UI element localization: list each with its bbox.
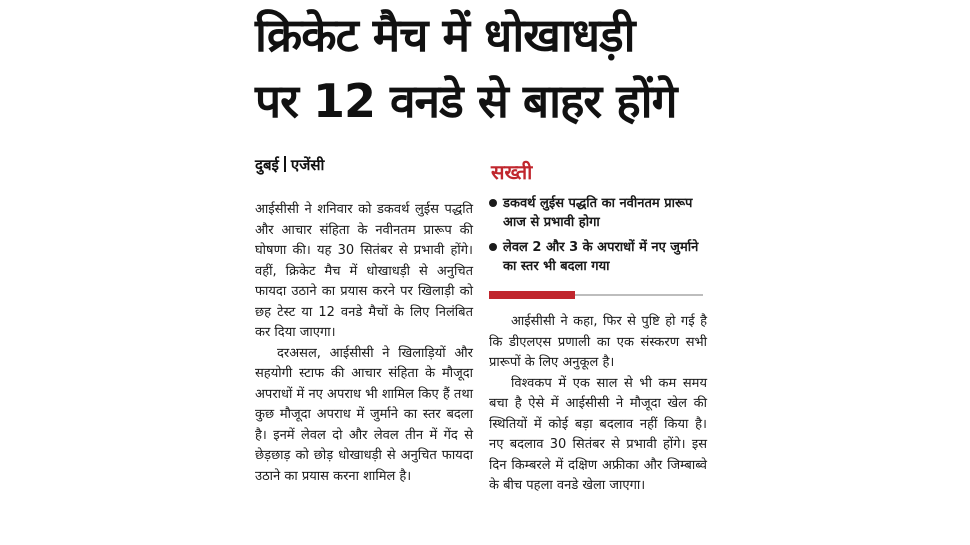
highlights-list bbox=[489, 194, 715, 276]
highlight-item bbox=[489, 238, 715, 276]
byline bbox=[255, 155, 324, 175]
headline-line-1: क्रिकेट मैच में धोखाधड़ी bbox=[255, 8, 635, 62]
headline bbox=[255, 2, 715, 134]
body-column-right bbox=[489, 312, 707, 497]
highlights-title: सख्ती bbox=[491, 160, 533, 184]
divider-rule bbox=[575, 294, 703, 296]
section-divider bbox=[489, 291, 703, 299]
body-column-left bbox=[255, 200, 473, 487]
news-clipping bbox=[255, 0, 715, 545]
byline-agency: एजेंसी bbox=[290, 156, 325, 174]
headline-line-2: पर 12 वनडे से बाहर होंगे bbox=[255, 74, 677, 128]
bullet-icon bbox=[489, 243, 497, 251]
paragraph: आईसीसी ने शनिवार को डकवर्थ लुईस पद्धति और आचार संहिता के नवीनतम प्रारूप की घोषणा की। यह 30 सितंबर से प्रभावी होंगे। वहीं, क्रिकेट मैच में धोखाधड़ी से अनुचित फायदा उठाने का प्रयास करने पर खिलाड़ी को छह टेस्ट या 12 वनडे मैचों के लिए निलंबित कर दिया जाएगा। bbox=[255, 202, 473, 340]
paragraph: दरअसल, आईसीसी ने खिलाड़ियों और सहयोगी स्टाफ की आचार संहिता के मौजूदा अपराधों में नए अपराध भी शामिल किए हैं तथा कुछ मौजूदा अपराध में जुर्माने का स्तर बदला है। इनमें लेवल दो और लेवल तीन में गेंद से छेड़छाड़ को छोड़ धोखाधड़ी से अनुचित फायदा उठाने का प्रयास करना शामिल है। bbox=[255, 345, 473, 484]
highlight-text: लेवल 2 और 3 के अपराधों में नए जुर्माने का स्तर भी बदला गया bbox=[503, 240, 699, 274]
paragraph: विश्वकप में एक साल से भी कम समय बचा है ऐसे में आईसीसी ने मौजूदा खेल की स्थितियों में कोई बड़ा बदलाव नहीं किया है। नए बदलाव 30 सितंबर से प्रभावी होंगे। इस दिन किम्बरले में दक्षिण अफ्रीका और जिम्बाब्वे के बीच पहला वनडे खेला जाएगा। bbox=[489, 375, 707, 493]
byline-separator bbox=[284, 156, 286, 172]
bullet-icon bbox=[489, 199, 497, 207]
highlights-box bbox=[489, 158, 715, 282]
paragraph: आईसीसी ने कहा, फिर से पुष्टि हो गई है कि डीएलएस प्रणाली का एक संस्करण सभी प्रारूपों के लिए अनुकूल है। bbox=[489, 314, 707, 370]
highlight-text: डकवर्थ लुईस पद्धति का नवीनतम प्रारूप आज से प्रभावी होगा bbox=[503, 196, 693, 230]
divider-accent bbox=[489, 291, 575, 299]
byline-place: दुबई bbox=[255, 156, 279, 174]
highlight-item bbox=[489, 194, 715, 232]
